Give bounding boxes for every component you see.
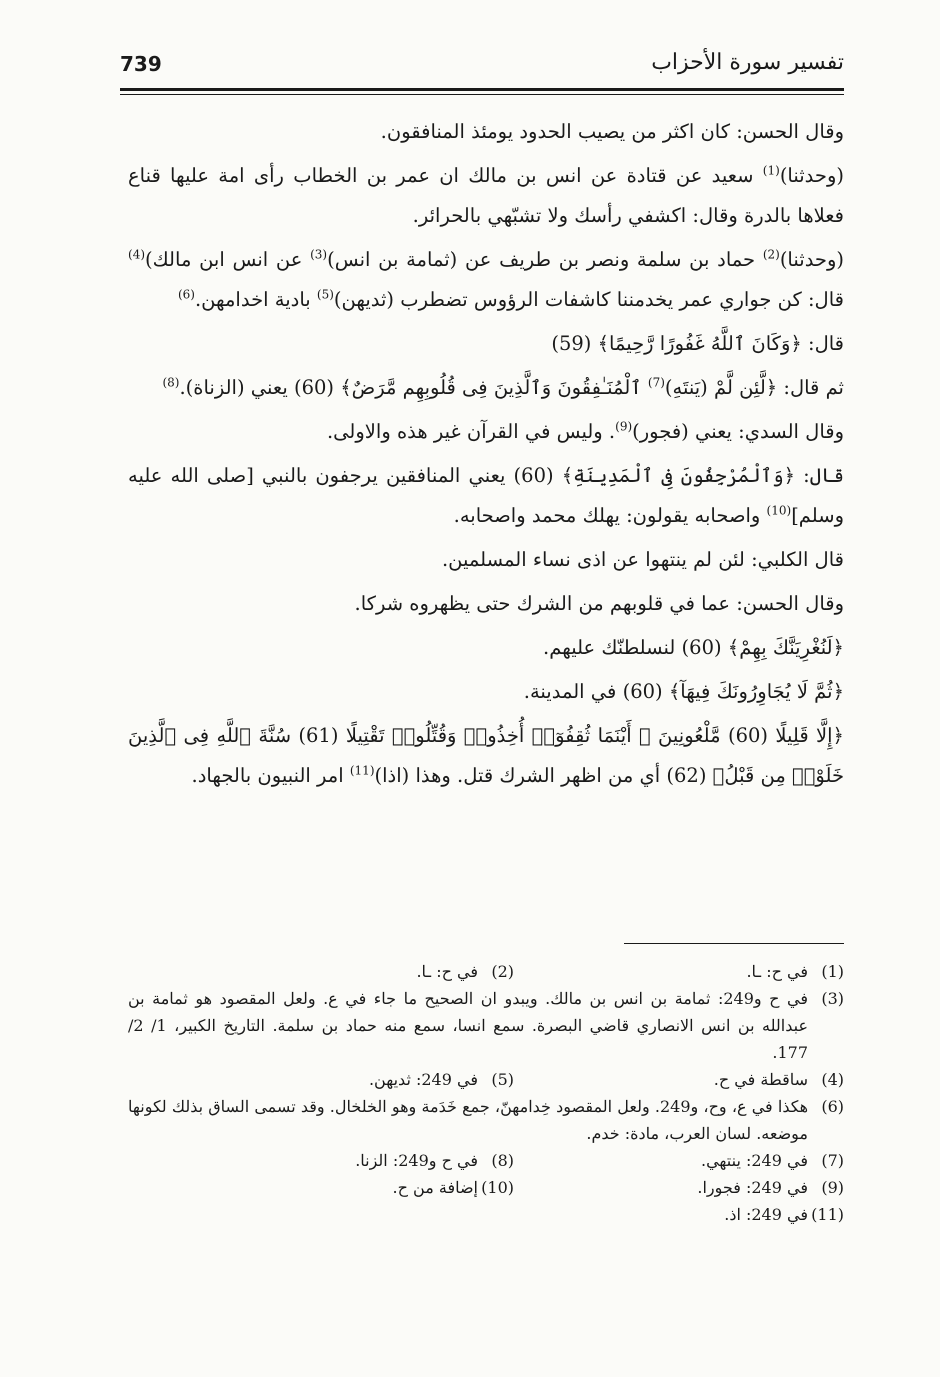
footnote-text: هكذا في ع، وح، و249. ولعل المقصود خِدامهنّ، جمع خَدَمة وهو الخلخال. وقد تسمى الساق بذلك لكونها موضعه. لسان العرب، مادة: خدم. [128,1097,808,1143]
footnote-reference: (8) [162,375,180,390]
body-text-segment: (وحدثنا) [779,164,844,187]
body-paragraph [128,412,844,452]
footnote-text: في ح و249: ثمامة بن انس بن مالك. ويبدو ان الصحيح ما جاء في ع. ولعل المقصود هو ثمامة بن عبدالله بن انس الانصاري قاضي البصرة. سمع انسا، سمع منه حماد بن سلمة. التاريخ الكبير، 1/ 2/ 177. [128,989,808,1062]
body-paragraph [128,156,844,236]
footnote-number: (4) [821,1070,844,1089]
body-text-segment: قال: كن جواري عمر يخدمننا كاشفات الرؤوس تضطرب (ثديهن) [333,288,844,311]
footnote-number: (8) [491,1151,514,1170]
footnote-reference: (1) [762,163,780,178]
body-paragraph [128,240,844,320]
footnote-number: (1) [821,962,844,981]
footnote-row [128,1174,844,1201]
footnote-item [514,1147,844,1174]
footnote-text: في 249: ثديهن. [368,1070,478,1089]
body-paragraph [128,628,844,668]
footnotes [128,958,844,1228]
page-number: 739 [120,52,162,76]
footnote-item [184,1174,514,1201]
footnote-item [184,1147,514,1174]
footnote-separator [624,943,844,944]
footnote-text: في ح: ـا. [746,962,808,981]
body-text-segment: ﴿لَنُغْرِيَنَّكَ بِهِمْ﴾ (60) لنسلطنّك عليهم. [543,636,844,659]
body-text-segment: وقال السدي: يعني (فجور) [632,420,844,443]
footnote-text: ساقطة في ح. [713,1070,808,1089]
page-header [120,52,844,92]
body-text-segment: (وحدثنا) [779,248,845,271]
header-rule-thin [120,94,844,95]
footnote-reference: (2) [762,247,780,262]
footnote-item [128,1201,844,1228]
footnote-number: (5) [491,1070,514,1089]
header-rule [120,88,844,91]
footnote-number: (2) [491,962,514,981]
running-title: تفسير سورة الأحزاب [651,50,844,75]
footnote-row [128,1066,844,1093]
body-text-segment: سعيد عن قتادة عن انس بن مالك ان عمر بن الخطاب رأى امة عليها قناع فعلاها بالدرة وقال: اكشفي رأسك ولا تشبّهي بالحرائر. [128,164,844,227]
body-text [128,112,844,796]
footnote-number: (7) [821,1151,844,1170]
body-paragraph [128,716,844,796]
body-text-segment: قال: ﴿وَكَانَ ٱللَّهُ غَفُورًا رَّحِيمًا﴾ (59) [551,332,844,355]
footnote-text: في ح و249: الزنا. [355,1151,478,1170]
body-text-segment: ﴿إِلَّا قَلِيلًا (60) مَّلْعُونِينَ ۖ أَيْنَمَا ثُقِفُوٓا۟ أُخِذُوا۟ وَقُتِّلُوا۟ تَقْتِيلًا (61) سُنَّةَ ٱللَّهِ فِى ٱلَّذِينَ خَلَوْا۟ مِن قَبْلُ﴾ (62) أي من اظهر الشرك قتل. وهذا (اذا) [128,724,844,787]
footnote-reference: (4) [128,247,146,262]
footnote-item [514,1174,844,1201]
body-text-segment: ثم قال: ﴿لَّئِن لَّمْ (يَنتَهِ) [664,376,844,399]
footnote-item [184,958,514,985]
body-text-segment: ﴿ثُمَّ لَا يُجَاوِرُونَكَ فِيهَآ﴾ (60) في المدينة. [523,680,844,703]
body-paragraph [128,112,844,152]
body-text-segment: عن انس ابن مالك) [145,248,311,271]
footnote-reference: (9) [615,419,633,434]
footnote-reference: (6) [177,287,195,302]
body-text-segment: وقال الحسن: كان اكثر من يصيب الحدود يومئذ المنافقون. [380,120,844,143]
footnote-text: في 249: فجورا. [697,1178,808,1197]
footnote-item [184,1066,514,1093]
footnote-reference: (3) [310,247,328,262]
footnote-row [128,1147,844,1174]
body-text-segment: وقال الحسن: عما في قلوبهم من الشرك حتى يظهروه شركا. [354,592,844,615]
body-text-segment: امر النبيون بالجهاد. [191,764,350,787]
body-text-segment: قال: ﴿وَٱلْمُرْجِفُونَ فِى ٱلْمَدِينَةِ﴾ (60) يعني المنافقين يرجفون بالنبي [صلى الله عليه وسلم] [128,464,845,527]
body-text-segment: قال الكلبي: لئن لم ينتهوا عن اذى نساء المسلمين. [441,548,844,571]
footnote-item [128,1093,844,1147]
body-text-segment: . وليس في القرآن غير هذه والاولى. [326,420,616,443]
body-paragraph [128,672,844,712]
footnote-reference: (10) [766,503,792,518]
footnote-number: (10) [481,1178,514,1197]
body-paragraph [128,456,844,536]
body-paragraph [128,368,844,408]
footnote-number: (3) [821,989,844,1008]
footnote-reference: (7) [647,375,665,390]
footnote-text: إضافة من ح. [392,1178,478,1197]
body-text-segment: حماد بن سلمة ونصر بن طريف عن (ثمامة بن انس) [327,248,763,271]
body-text-segment: واصحابه يقولون: يهلك محمد واصحابه. [453,504,767,527]
footnote-item [128,985,844,1066]
footnote-text: في 249: اذ. [724,1205,808,1224]
footnote-item [514,1066,844,1093]
footnote-text: في 249: ينتهي. [700,1151,808,1170]
body-text-segment: بادية اخدامهن. [194,288,317,311]
body-paragraph [128,540,844,580]
footnote-item [514,958,844,985]
footnote-number: (9) [821,1178,844,1197]
body-paragraph [128,324,844,364]
body-paragraph [128,584,844,624]
footnote-number: (6) [821,1097,844,1116]
footnote-row [128,958,844,985]
body-text-segment: ٱلْمُنَـٰفِقُونَ وَٱلَّذِينَ فِى قُلُوبِهِم مَّرَضٌ﴾ (60) يعني (الزناة). [179,376,648,399]
footnote-number: (11) [811,1205,844,1224]
footnote-reference: (11) [349,763,375,778]
footnote-text: في ح: ـا. [416,962,478,981]
footnote-reference: (5) [316,287,334,302]
